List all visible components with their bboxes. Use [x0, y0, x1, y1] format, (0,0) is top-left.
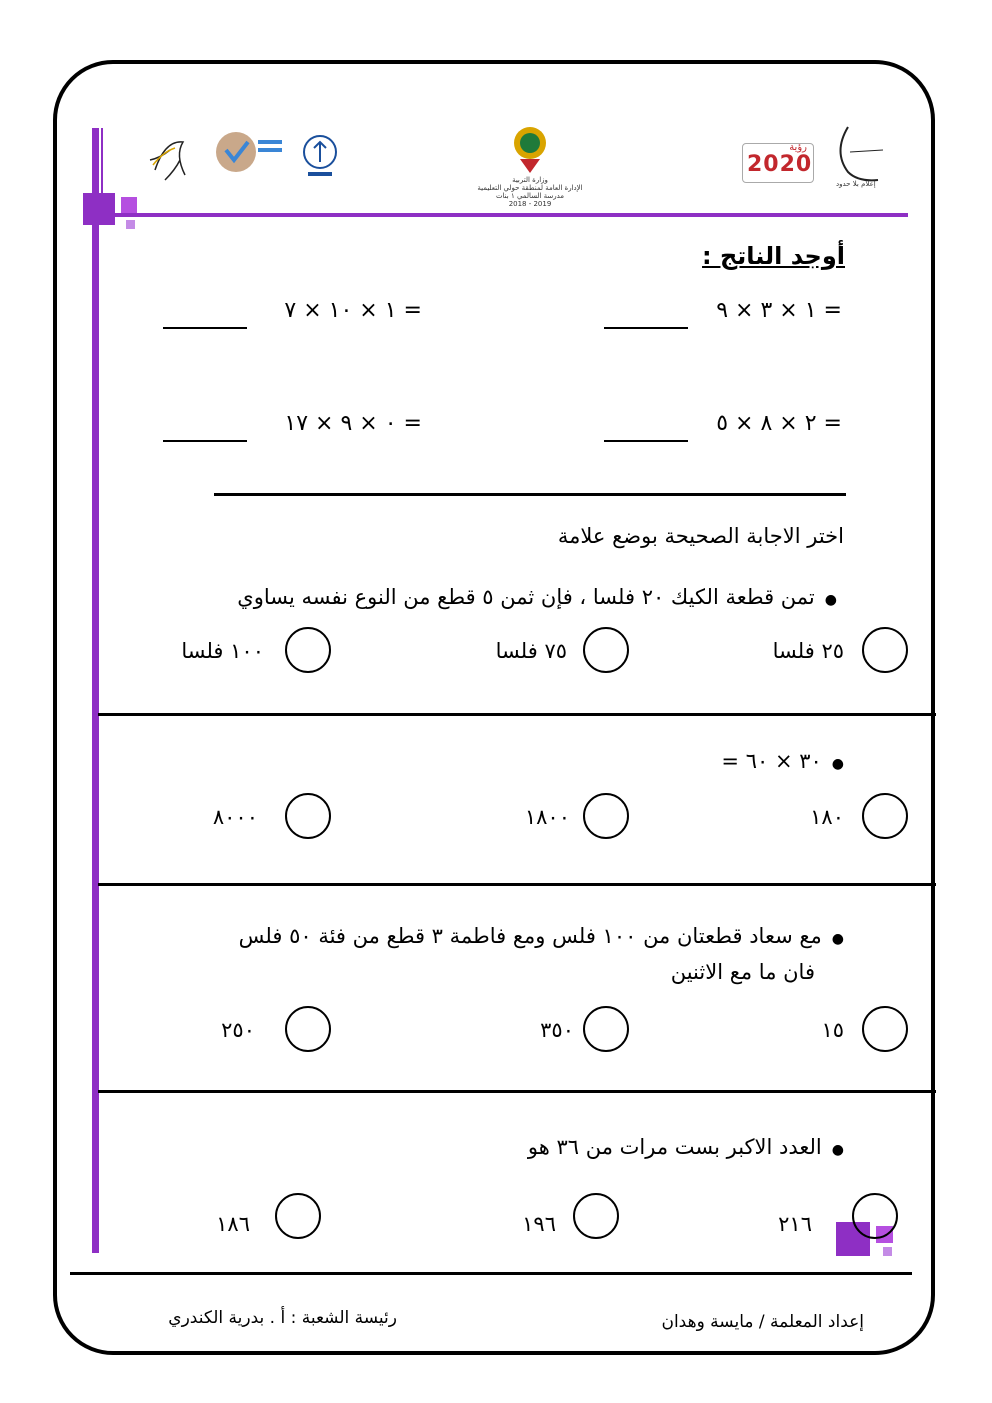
- bullet-icon: ●: [831, 931, 844, 947]
- problem-2: = ١ × ١٠ × ٧: [284, 298, 422, 323]
- prepared-by: إعداد المعلمة / مايسة وهدان: [661, 1312, 864, 1332]
- option-circle[interactable]: [573, 1193, 619, 1239]
- option-circle[interactable]: [285, 1006, 331, 1052]
- head-of-department: رئيسة الشعبة : أ . بدرية الكندري: [168, 1308, 397, 1328]
- question-3: [239, 924, 844, 948]
- accent-horizontal-bar: [92, 213, 908, 217]
- accent-vertical-bar-thin: [101, 128, 103, 198]
- question-divider: [98, 1090, 936, 1093]
- option-circle[interactable]: [275, 1193, 321, 1239]
- option-label: ٢٥٠: [221, 1018, 255, 1042]
- option-circle[interactable]: [583, 1006, 629, 1052]
- option-label: ١٠٠ فلسا: [181, 639, 264, 663]
- question-2: [721, 749, 844, 773]
- option-circle[interactable]: [862, 627, 908, 673]
- media-logo-caption: إعلام بلا حدود: [836, 180, 876, 188]
- option-label: ١٨٦: [216, 1212, 250, 1236]
- accent-square-bottom-tiny: [883, 1247, 892, 1256]
- problem-3: = ٢ × ٨ × ٥: [716, 411, 842, 436]
- question-3-text: مع سعاد قطعتان من ١٠٠ فلس ومع فاطمة ٣ قطع من فئة ٥٠ فلس: [238, 924, 822, 948]
- bullet-icon: ●: [831, 756, 844, 772]
- option-label: ٨٠٠٠: [212, 805, 258, 829]
- accent-square-small: [121, 197, 137, 213]
- option-label: ٧٥ فلسا: [495, 639, 567, 663]
- option-label: ٢٥ فلسا: [772, 639, 844, 663]
- answer-blank-2[interactable]: [163, 327, 247, 329]
- bullet-icon: ●: [831, 1142, 844, 1158]
- option-label: ١٥: [821, 1018, 844, 1042]
- problem-4: = ٠ × ٩ × ١٧: [284, 411, 422, 436]
- vision-label: رؤية: [789, 142, 807, 153]
- question-3-line-2: فان ما مع الاثنين: [670, 960, 815, 984]
- option-circle[interactable]: [862, 1006, 908, 1052]
- accent-vertical-bar: [92, 128, 99, 1253]
- option-circle[interactable]: [285, 627, 331, 673]
- option-label: ٢١٦: [778, 1212, 812, 1236]
- option-circle[interactable]: [583, 627, 629, 673]
- vision-year: 2020: [747, 152, 813, 177]
- ministry-text: وزارة التربية الإدارة العامة لمنطقة حولي التعليمية مدرسة السالمي ١ بنات 2018 - 2019: [477, 176, 583, 208]
- bullet-icon: ●: [824, 592, 837, 608]
- option-label: ١٩٦: [522, 1212, 556, 1236]
- option-circle[interactable]: [583, 793, 629, 839]
- option-label: ٣٥٠: [540, 1018, 574, 1042]
- option-label: ١٨٠: [810, 805, 844, 829]
- distinguished-school-logo-icon: [214, 128, 284, 178]
- footer-divider: [70, 1272, 912, 1275]
- section-divider: [214, 493, 846, 496]
- question-1: [237, 585, 837, 609]
- option-circle[interactable]: [852, 1193, 898, 1239]
- question-2-text: ٣٠ × ٦٠ =: [721, 749, 822, 773]
- runner-logo-icon: [145, 130, 195, 188]
- answer-blank-4[interactable]: [163, 440, 247, 442]
- option-circle[interactable]: [285, 793, 331, 839]
- option-label: ١٨٠٠: [524, 805, 570, 829]
- question-4-text: العدد الاكبر بست مرات من ٣٦ هو: [527, 1135, 822, 1159]
- vision-2020-logo: [742, 143, 814, 183]
- ministry-emblem-icon: [508, 123, 552, 175]
- instruction-text: اختر الاجابة الصحيحة بوضع علامة: [557, 524, 844, 548]
- teacher-logo-icon: [300, 134, 340, 184]
- question-divider: [98, 713, 936, 716]
- question-divider: [98, 883, 936, 886]
- option-circle[interactable]: [862, 793, 908, 839]
- problem-1: = ١ × ٣ × ٩: [716, 298, 842, 323]
- question-4: [528, 1135, 844, 1159]
- question-1-text: تمن قطعة الكيك ٢٠ فلسا ، فإن ثمن ٥ قطع من النوع نفسه يساوي: [237, 585, 815, 609]
- section-title: أوجد الناتج :: [702, 242, 845, 270]
- accent-square-tiny: [126, 220, 135, 229]
- answer-blank-1[interactable]: [604, 327, 688, 329]
- accent-square: [83, 193, 115, 225]
- answer-blank-3[interactable]: [604, 440, 688, 442]
